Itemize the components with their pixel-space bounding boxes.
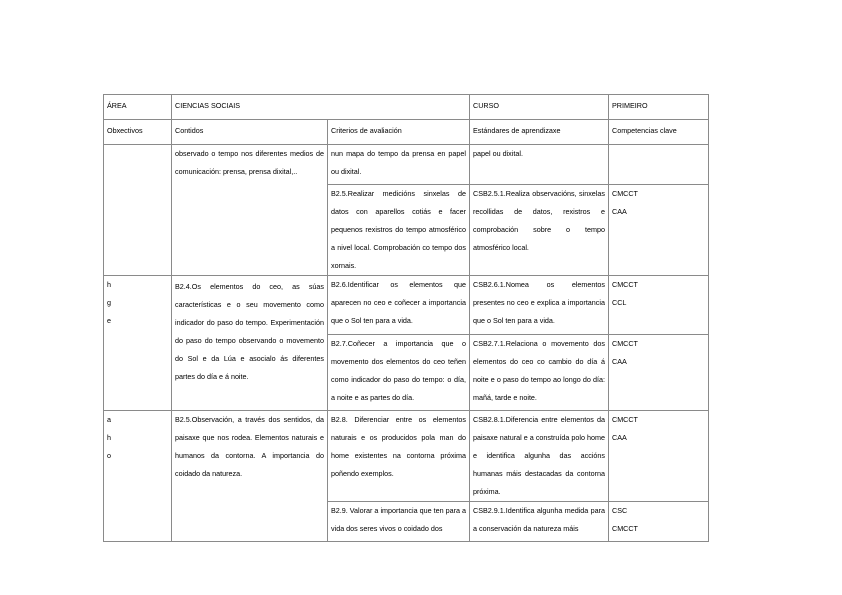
objective: e (107, 316, 111, 325)
header-row-area (104, 95, 709, 120)
criterio-cell: B2.6.Identificar os elementos que aparecen no ceo e coñecer a importancia que o Sol ten para a vida. (328, 276, 470, 335)
contidos-cell: observado o tempo nos diferentes medios de comunicación: prensa, prensa dixital,.. (172, 145, 328, 276)
estandar-cell: CSB2.6.1.Nomea os elementos presentes no ceo e explica a importancia que o Sol ten para a vida. (470, 276, 609, 335)
competency: CAA (612, 433, 627, 442)
competencias-cell (609, 502, 709, 542)
curso-value: PRIMEIRO (609, 95, 709, 120)
objective: h (107, 433, 111, 442)
estandar-cell: CSB2.9.1.Identifica algunha medida para a conservación da natureza máis (470, 502, 609, 542)
competencias-cell (609, 276, 709, 335)
col-header-contidos: Contidos (172, 120, 328, 145)
criterio-cell: B2.9. Valorar a importancia que ten para a vida dos seres vivos o coidado dos (328, 502, 470, 542)
criterio-cell: B2.7.Coñecer a importancia que o movemento dos elementos do ceo teñen como indicador do paso do tempo: o día, a noite e as partes do día. (328, 335, 470, 411)
contidos-cell: B2.4.Os elementos do ceo, as súas características e o seu movemento como indicador do paso do tempo. Experimentación do paso do tempo observando o movemento do Sol e da Lúa e asocialo ás diferentes partes do día e á noite. (172, 276, 328, 411)
col-header-criterios: Criterios de avaliación (328, 120, 470, 145)
objectives-cell (104, 411, 172, 542)
objectives-cell-empty (104, 145, 172, 276)
col-header-obxectivos: Obxectivos (104, 120, 172, 145)
competency: CSC (612, 506, 628, 515)
criterio-cell: B2.5.Realizar medicións sinxelas de datos con aparellos cotiás e facer pequenos rexistros do tempo atmosférico a nivel local. Comprobación co tempo dos xornais. (328, 185, 470, 276)
estandar-cell: CSB2.7.1.Relaciona o movemento dos elementos do ceo co cambio do día á noite e o paso do tempo ao longo do día: mañá, tarde e noite. (470, 335, 609, 411)
criterio-cell: nun mapa do tempo da prensa en papel ou dixital. (328, 145, 470, 185)
estandar-cell: papel ou dixital. (470, 145, 609, 185)
objective: h (107, 280, 111, 289)
criterio-cell: B2.8. Diferenciar entre os elementos naturais e os producidos pola man do home existentes na contorna próxima poñendo exemplos. (328, 411, 470, 502)
objective: o (107, 451, 111, 460)
curso-label: CURSO (470, 95, 609, 120)
objectives-cell (104, 276, 172, 411)
col-header-competencias: Competencias clave (609, 120, 709, 145)
table-row (104, 411, 709, 502)
objective: g (107, 298, 111, 307)
competency: CAA (612, 207, 627, 216)
area-value: CIENCIAS SOCIAIS (172, 95, 470, 120)
contidos-cell: B2.5.Observación, a través dos sentidos, da paisaxe que nos rodea. Elementos naturais e humanos da contorna. A importancia do coidado da natureza. (172, 411, 328, 542)
competencias-cell (609, 335, 709, 411)
competencias-cell (609, 145, 709, 185)
objective: a (107, 415, 111, 424)
competencias-cell (609, 411, 709, 502)
estandar-cell: CSB2.8.1.Diferencia entre elementos da paisaxe natural e a construída polo home e identifica algunha das accións humanas máis destacadas da contorna próxima. (470, 411, 609, 502)
competency: CMCCT (612, 339, 638, 348)
competencias-cell (609, 185, 709, 276)
competency: CMCCT (612, 415, 638, 424)
table-row (104, 145, 709, 185)
competency: CCL (612, 298, 627, 307)
estandar-cell: CSB2.5.1.Realiza observacións, sinxelas recollidas de datos, rexistros e comprobación sobre o tempo atmosférico local. (470, 185, 609, 276)
table-row (104, 276, 709, 335)
competency: CMCCT (612, 280, 638, 289)
competency: CAA (612, 357, 627, 366)
curriculum-table (103, 94, 709, 542)
column-header-row (104, 120, 709, 145)
competency: CMCCT (612, 189, 638, 198)
competency: CMCCT (612, 524, 638, 533)
col-header-estandares: Estándares de aprendizaxe (470, 120, 609, 145)
area-label: ÁREA (104, 95, 172, 120)
